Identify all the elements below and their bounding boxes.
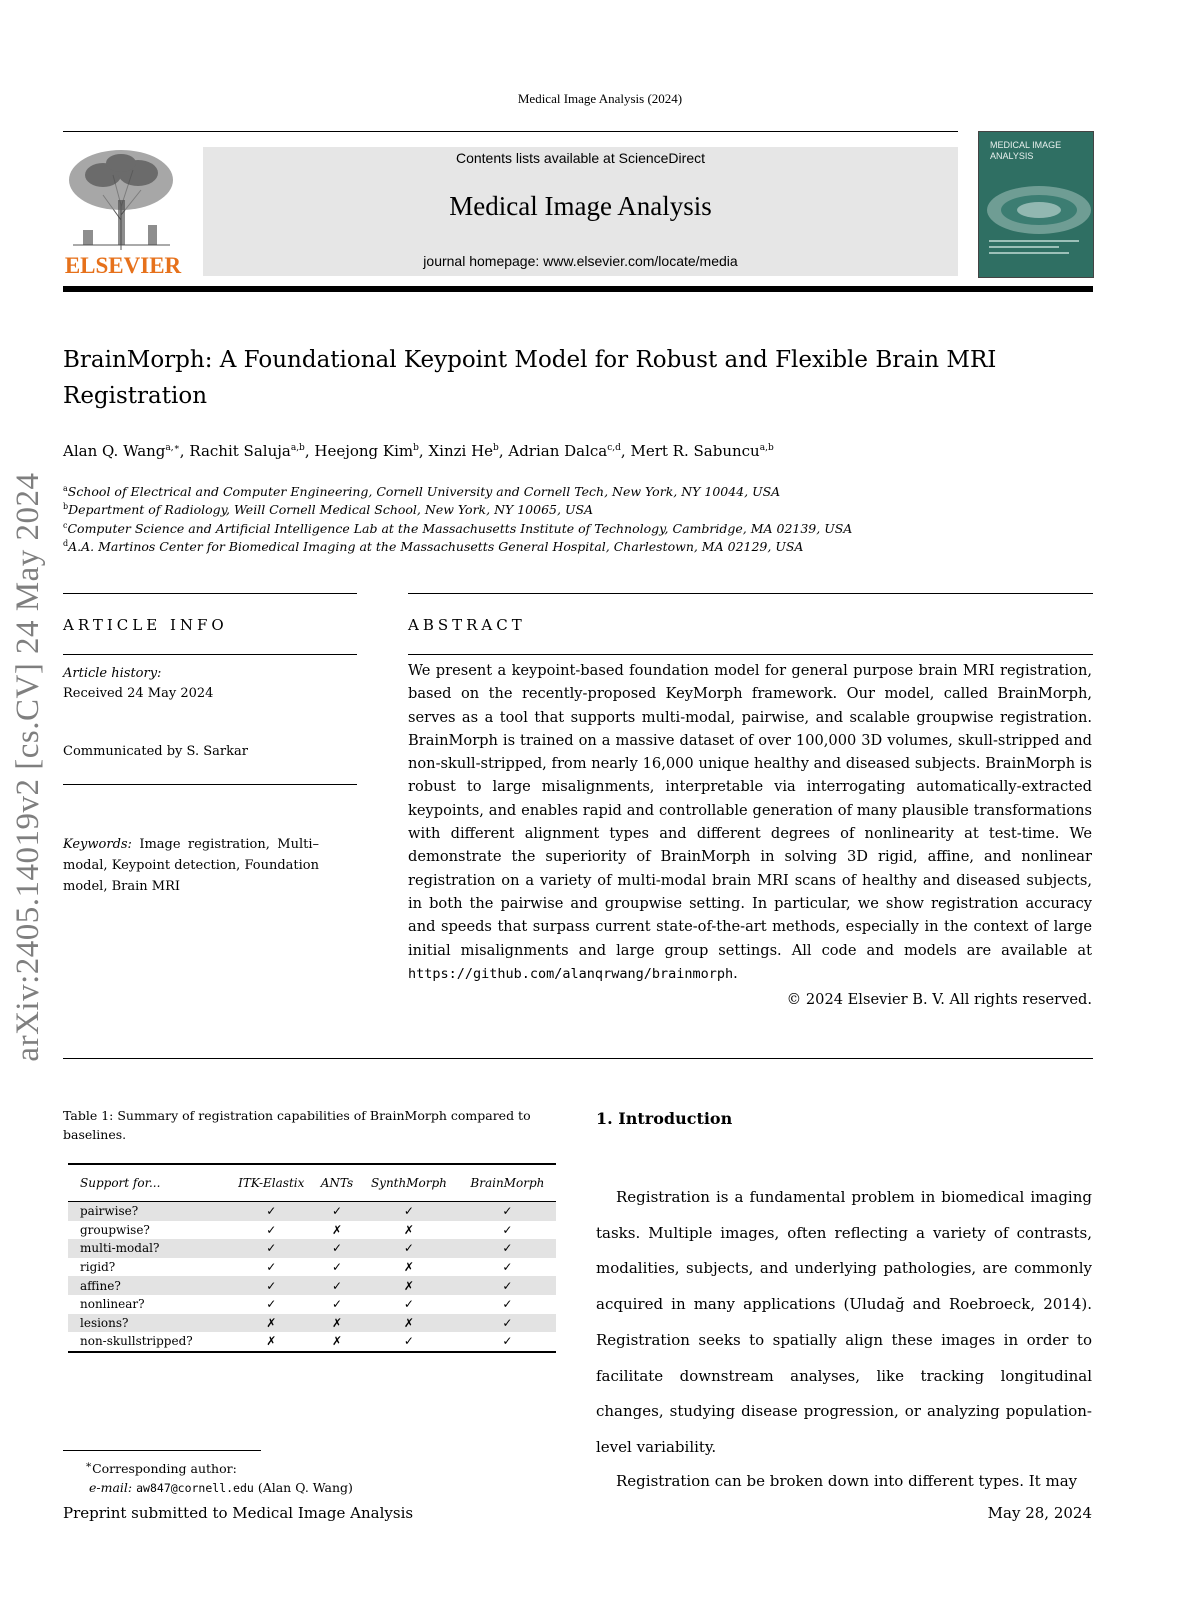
affiliation-d: $^d$A.A. Martinos Center for Biomedical Imaging at the Massachusetts General Hospital, Charlestown, MA 02129, USA [63,539,804,555]
table-row [68,1202,556,1221]
author-affiliation-mark: c,d [607,443,621,453]
table-cell: ✓ [502,1334,513,1349]
abstract-bottom-rule [63,1058,1093,1059]
table-row [68,1295,556,1314]
table-cell: ✓ [459,1202,556,1221]
cover-title: MEDICAL IMAGE ANALYSIS [990,140,1062,161]
info-heading-rule [63,654,357,655]
table-cell: ✓ [459,1239,556,1258]
keywords: Keywords: Image registration, Multi–modal, Keypoint detection, Foundation model, Brain MRI [63,837,319,894]
abstract-top-rule [408,593,1093,594]
table-cell: ✓ [228,1202,315,1221]
author-affiliation-mark: a,∗ [165,443,180,453]
capabilities-table [68,1163,556,1353]
table-cell: ✗ [315,1314,359,1333]
copyright-notice: © 2024 Elsevier B. V. All rights reserved. [786,991,1092,1008]
table-header-cell: Support for... [80,1176,161,1190]
table-cell: ✓ [315,1202,359,1221]
journal-running-head: Medical Image Analysis (2024) [517,91,683,106]
affiliation-b: $^b$Department of Radiology, Weill Cornell Medical School, New York, NY 10065, USA [63,502,594,518]
table-row-label: pairwise? [68,1202,228,1221]
author-affiliation-mark: a,b [759,443,774,453]
table-row [68,1332,556,1352]
table-cell: ✓ [331,1297,343,1312]
table-cell: ✓ [228,1276,315,1295]
abstract-heading-rule [408,654,1093,655]
table-header-cell: BrainMorph [470,1176,545,1190]
table-cell: ✓ [315,1276,359,1295]
table-header-cell: ANTs [320,1176,354,1190]
journal-name: Medical Image Analysis [449,191,712,221]
arxiv-stamp: arXiv:2405.14019v2 [cs.CV] 24 May 2024 [10,472,46,1062]
table-row-label: rigid? [80,1260,116,1275]
table-row [68,1258,556,1277]
author-affiliation-mark: b [493,443,499,453]
corresponding-author-footnote: ∗Corresponding author: e-mail: aw847@cornell.edu (Alan Q. Wang) [85,1459,353,1496]
section-heading-introduction: 1. Introduction [596,1109,733,1128]
author-affiliation-mark: b [413,443,419,453]
history-label: Article history: [63,666,162,681]
table-row-label: multi-modal? [68,1239,228,1258]
table-cell: ✓ [359,1239,459,1258]
table-cell: ✗ [331,1334,343,1349]
table-cell: ✓ [359,1202,459,1221]
article-info-heading: ARTICLE INFO [63,616,228,634]
table-cell: ✗ [331,1222,343,1237]
journal-homepage-link[interactable]: journal homepage: www.elsevier.com/locate/media [423,253,738,269]
abstract-heading: ABSTRACT [408,616,526,634]
code-url-link[interactable]: https://github.com/alanqrwang/brainmorph [408,965,734,982]
header-thick-rule [63,286,1093,292]
table-cell: ✗ [359,1276,459,1295]
footer-preprint-note: Preprint submitted to Medical Image Analysis [63,1504,414,1522]
author-name: Alan Q. Wang [63,442,166,460]
table-cell: ✗ [403,1222,414,1237]
elsevier-wordmark: ELSEVIER [64,253,182,278]
table-cell: ✗ [403,1260,414,1275]
table-cell: ✓ [266,1297,277,1312]
table-cell: ✓ [266,1222,277,1237]
received-date: Received 24 May 2024 [63,686,214,701]
table-cell: ✓ [502,1222,513,1237]
header-top-rule [63,131,958,132]
table-cell: ✗ [359,1314,459,1333]
table-cell: ✓ [459,1276,556,1295]
table-row-label: nonlinear? [80,1297,145,1312]
table-cell: ✓ [403,1334,414,1349]
table-cell: ✓ [502,1260,513,1275]
author-name: Mert R. Sabuncu [630,442,760,460]
author-affiliation-mark: a,b [290,443,305,453]
table-header-row [68,1164,556,1202]
author-name: Heejong Kim [314,442,414,460]
affiliation-a: $^a$School of Electrical and Computer Engineering, Cornell University and Cornell Tech, New York, NY 10044, USA [63,484,781,500]
table-cell: ✓ [502,1297,513,1312]
table-cell: ✓ [315,1239,359,1258]
author-name: Rachit Saluja [189,442,291,460]
table-header-cell: ITK-Elastix [238,1176,305,1190]
table-row [68,1221,556,1240]
table-row-label: non-skullstripped? [80,1334,193,1349]
table-row [68,1276,556,1295]
table-cell: ✓ [403,1297,414,1312]
table-cell: ✓ [266,1260,277,1275]
table-cell: ✓ [228,1239,315,1258]
paper-title: BrainMorph: A Foundational Keypoint Model for Robust and Flexible Brain MRI Registration [63,347,997,409]
table-cell: ✓ [459,1314,556,1333]
author-name: Xinzi He [428,442,494,460]
affiliation-c: $^c$Computer Science and Artificial Intelligence Lab at the Massachusetts Institute of Technology, Cambridge, MA 02139, USA [63,521,853,537]
footer-date: May 28, 2024 [987,1504,1092,1522]
abstract-body: We present a keypoint-based foundation model for general purpose brain MRI registration, based on the recently-proposed KeyMorph framework. Our model, called BrainMorph, serves as a tool that supports multi-modal, pairwise, and scalable groupwise registration. BrainMorph is trained on a massive dataset of over 100,000 3D volumes, skull-stripped and non-skull-stripped, from nearly 16,000 unique healthy and diseased subjects. BrainMorph is robust to large misalignments, interpretable via interrogating automatically-extracted keypoints, and enables rapid and controllable generation of many plausible transformations with different alignment types and different degrees of nonlinearity at test-time. We demonstrate the superiority of BrainMorph in solving 3D rigid, affine, and nonlinear registration on a variety of multi-modal brain MRI scans of healthy and diseased subjects, in both the pairwise and groupwise setting. In particular, we show registration accuracy and speeds that surpass current state-of-the-art methods, especially in the context of large initial misalignments and large group settings. All code and models are available at https://github.com/alanqrwang/brainmorph. [408,662,1092,982]
author-name: Adrian Dalca [508,442,608,460]
table-header-cell: SynthMorph [370,1176,447,1190]
intro-paragraph-2: Registration can be broken down into different types. It may [616,1472,1078,1490]
table-caption: Table 1: Summary of registration capabilities of BrainMorph compared to baselines. [63,1108,531,1142]
table-cell: ✗ [266,1334,277,1349]
table-cell: ✓ [331,1260,343,1275]
info-mid-rule [63,784,357,785]
author-email-link[interactable]: aw847@cornell.edu [136,1481,254,1496]
info-top-rule [63,593,357,594]
table-row-label: affine? [68,1276,228,1295]
table-row-label: lesions? [68,1314,228,1333]
communicated-by: Communicated by S. Sarkar [63,744,248,759]
intro-paragraph-1: Registration is a fundamental problem in biomedical imaging tasks. Multiple images, often reflecting a variety of contrasts, modalities, subjects, and underlying pathologies, are commonly acquired in many applications (Uludağ and Roebroeck, 2014). Registration seeks to spatially align these images in order to facilitate downstream analyses, like tracking longitudinal changes, studying disease progression, or analyzing population-level variability. [596,1188,1092,1456]
contents-list-text: Contents lists available at ScienceDirect [455,150,705,166]
table-row-label: groupwise? [80,1222,150,1237]
table-row [68,1239,556,1258]
table-row [68,1314,556,1333]
author-list: Alan Q. Wang$^{a,∗}$, Rachit Saluja$^{a,b}$, Heejong Kim$^b$, Xinzi He$^b$, Adrian Dalca$^{c,d}$, Mert R. Sabuncu$^{a,b}$ [63,442,774,460]
table-cell: ✗ [228,1314,315,1333]
footnote-rule [63,1450,261,1451]
